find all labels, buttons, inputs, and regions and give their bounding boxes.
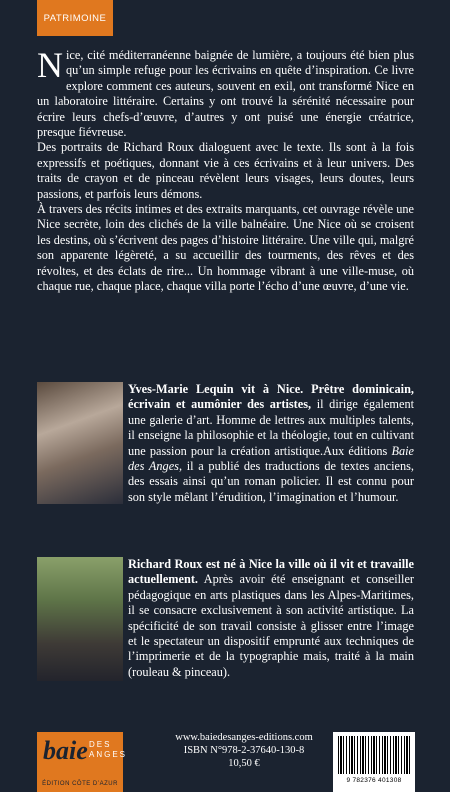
barcode-number: 9 782376 401308 (346, 777, 402, 784)
intro-paragraph-3: À travers des récits intimes et des extraits marquants, cet ouvrage révèle une Nice secrète, loin des clichés de la ville balnéaire. Une Nice où se croisent les destins, où s’écrivent des pages d’histoire littéraire. Une ville qui, malgré son apparente légèreté, a su accueillir des tourments, des rêves et des révoltes, et des éclats de rire... Un hommage vibrant à une ville-muse, où chaque rue, chaque place, chaque villa porte l’écho d’une œuvre, d’une vie. (37, 202, 414, 294)
publisher-name-baie: baie (43, 736, 88, 765)
author-bio-lequin (37, 382, 414, 506)
bio-lequin-text-a: il dirige également une galerie d’art. Homme de lettres aux multiples talents, il enseigne la philosophie et la théologie, tout en cultivant une passion pour la création artistique.Aux éditions (128, 397, 415, 458)
publisher-name-des-anges: DES ANGES (89, 740, 128, 759)
illustrator-bio-roux (37, 557, 414, 683)
price: 10,50 € (228, 758, 260, 769)
isbn: ISBN N°978-2-37640-130-8 (183, 745, 305, 756)
bio-roux-heading: Richard Roux est né à Nice la ville où il vit et travaille actuellement. (128, 557, 414, 587)
intro-paragraph-1 (37, 45, 414, 140)
website-link: www.baiedesanges-editions.com (175, 732, 313, 743)
bio-lequin-heading: Yves-Marie Lequin vit à Nice. Prêtre dominicain, écrivain et aumônier des artistes, (128, 382, 414, 412)
category-label: PATRIMOINE (43, 12, 107, 24)
barcode (333, 732, 415, 792)
drop-cap: N (37, 45, 63, 85)
publication-info (164, 731, 324, 770)
intro-text (37, 45, 414, 295)
intro-paragraph-1-text: ice, cité méditerranéenne baignée de lumière, a toujours été bien plus qu’un simple refuge pour les écrivains en quête d’inspiration. Ce livre explore comment ces auteurs, souvent en exil, ont transformé Nice en un laboratoire littéraire. Certains y ont trouvé la sérénité nécessaire pour écrire leurs chefs-d’œuvre, d’autres y ont puisé une énergie créatrice, presque fiévreuse. (37, 48, 414, 140)
bio-lequin-text-b: , il a publié des traductions de textes anciens, des essais ainsi qu’un roman policier. Il est connu pour son style mêlant l’érudition, l’imagination et l’humour. (128, 459, 414, 504)
publisher-logo (37, 732, 128, 792)
publisher-edition: ÉDITION CÔTE D’AZUR (42, 781, 118, 787)
barcode-bars (338, 736, 410, 774)
bio-lequin-publisher: Baie des Anges (128, 443, 414, 474)
intro-paragraph-2: Des portraits de Richard Roux dialoguent avec le texte. Ils sont à la fois expressifs et poétiques, donnant vie à ces écrivains et à leur univers. Des traits de crayon et de pinceau révèlent leurs visages, leurs doutes, leurs passions, et parfois leurs démons. (37, 140, 414, 201)
category-badge (37, 0, 113, 36)
bio-roux-text: Après avoir été enseignant et conseiller pédagogique en arts plastiques dans les Alpes-Maritimes, il se consacre exclusivement à son activité artistique. La spécificité de son travail consiste à glisser entre l’image et le spectateur un dispositif emprunté aux techniques de l’imprimerie et de la typographie mais, traité à la main (rouleau & pinceau). (128, 572, 414, 679)
